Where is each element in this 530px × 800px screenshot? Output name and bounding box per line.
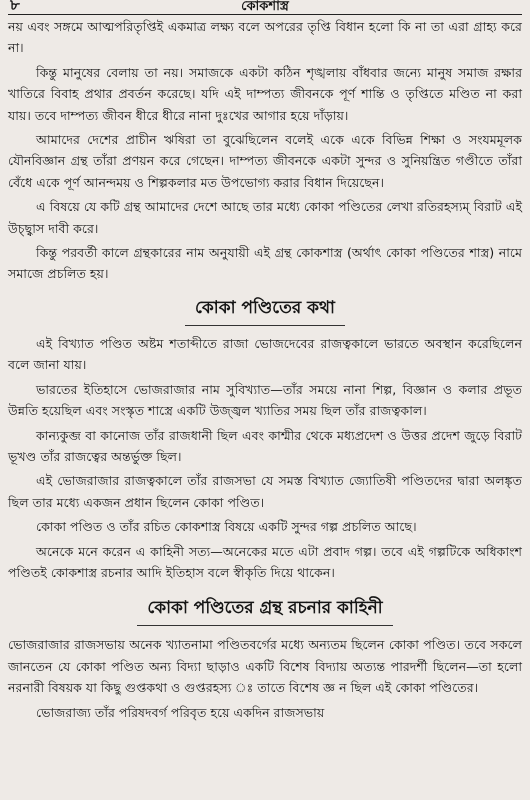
page-header xyxy=(8,0,522,16)
page-number: ৮ xyxy=(10,0,20,14)
paragraph: নয় এবং সঙ্গমে আত্মপরিতৃপ্তিই একমাত্র লক্ষ্য বলে অপরের তৃপ্তি বিধান হলো কি না তা এরা গ্রাহ্য করে না। xyxy=(8,19,522,56)
paragraph: কান্যকুব্জ বা কানোজ তাঁর রাজধানী ছিল এবং কাশ্মীর থেকে মধ্যপ্রদেশ ও উত্তর প্রদেশ জুড়ে বিরাট ভূখণ্ড তাঁর রাজত্বের অন্তর্ভুক্ত ছিল। xyxy=(8,427,522,464)
section-heading-text: কোকা পণ্ডিতের গ্রন্থ রচনার কাহিনী xyxy=(137,593,392,626)
paragraph: কোকা পণ্ডিত ও তাঁর রচিত কোকশাস্ত্র বিষয়ে একটি সুন্দর গল্প প্রচলিত আছে। xyxy=(36,519,417,535)
paragraph: আমাদের দেশের প্রাচীন ঋষিরা তা বুঝেছিলেন বলেই একে একে বিভিন্ন শিক্ষা ও সংযমমূলক যৌনবিজ্ঞান গ্রন্থ তাঁরা প্রণয়ন করে গেছেন। দাম্পত্য জীবনকে একটা সুন্দর ও সুনিয়ন্ত্রিত গণ্ডীতে তাঁরা বেঁধে একে পূর্ণ আনন্দময় ও শিল্পকলার মত উপভোগ্য করার বিধান দিয়েছেন। xyxy=(8,132,522,190)
paragraph: ভারতের ইতিহাসে ভোজরাজার নাম সুবিখ্যাত—তাঁর সময়ে নানা শিল্প, বিজ্ঞান ও কলার প্রভূত উন্নতি হয়েছিল এবং সংস্কৃত শাস্ত্রে একটি উজ্জ্বল খ্যাতির সময় ছিল তাঁর রাজত্বকাল। xyxy=(8,381,522,419)
running-head: কোকশাস্ত্র xyxy=(241,0,289,14)
section-two xyxy=(8,634,522,723)
paragraph: কিন্তু পরবর্তী কালে গ্রন্থকারের নাম অনুযায়ী এই গ্রন্থ কোকশাস্ত্র (অর্থাৎ কোকা পণ্ডিতের শাস্ত্র) নামে সমাজে প্রচলিত হয়। xyxy=(8,245,522,282)
paragraph: অনেকে মনে করেন এ কাহিনী সত্য—অনেকের মতে এটা প্রবাদ গল্প। তবে এই গল্পটিকে অধিকাংশ পণ্ডিতই কোকশাস্ত্র রচনার আদি ইতিহাস বলে স্বীকৃতি দিয়ে থাকেন। xyxy=(8,543,522,580)
section-heading-text: কোকা পণ্ডিতের কথা xyxy=(185,293,345,326)
header-rule xyxy=(8,14,522,15)
section-heading xyxy=(8,293,522,326)
paragraph: এই বিখ্যাত পণ্ডিত অষ্টম শতাব্দীতে রাজা ভোজদেবের রাজত্বকালে ভারতে অবস্থান করেছিলেন বলে জানা যায়। xyxy=(8,335,522,373)
paragraph: কিন্তু মানুষের বেলায় তা নয়। সমাজকে একটা কঠিন শৃঙ্খলায় বাঁধবার জন্যে মানুষ সমাজ রক্ষার খাতিরে বিবাহ প্রথার প্রবর্তন করেছে। যদি এই দাম্পত্য জীবনকে পূর্ণ শান্তি ও তৃপ্তিতে মণ্ডিত না করা যায়। তবে দাম্পত্য জীবন ধীরে ধীরে নানা দুঃখের আগার হয়ে দাঁড়ায়। xyxy=(8,64,522,123)
intro-section xyxy=(8,16,522,285)
section-one xyxy=(8,333,522,583)
paragraph: ভোজরাজার রাজসভায় অনেক খ্যাতনামা পণ্ডিতবর্গের মধ্যে অন্যতম ছিলেন কোকা পণ্ডিত। তবে সকলে জানতেন যে কোকা পণ্ডিত অন্য বিদ্যা ছাড়াও একটি বিশেষ বিদ্যায় অত্যন্ত পারদর্শী ছিলেন—তা হলো নরনারী বিষয়ক যা কিছু গুপ্তকথা ও গুপ্তরহস্য ঃ তাতে বিশেষ জ্ঞ ন ছিল এই কোকা পণ্ডিতের। xyxy=(8,637,522,696)
paragraph: এ বিষয়ে যে কটি গ্রন্থ আমাদের দেশে আছে তার মধ্যে কোকা পণ্ডিতের লেখা রতিরহস্যম্ বিরাট এই উচ্ছ্বাস দাবী করে। xyxy=(8,199,522,236)
section-heading xyxy=(8,593,522,626)
paragraph: ভোজরাজ্য তাঁর পরিষদবর্গ পরিবৃত হয়ে একদিন রাজসভায় xyxy=(36,704,325,720)
paragraph: এই ভোজরাজার রাজত্বকালে তাঁর রাজসভা যে সমস্ত বিখ্যাত জ্যোতিষী পণ্ডিতদের দ্বারা অলঙ্কৃত ছিল তার মধ্যে একজন প্রধান ছিলেন কোকা পণ্ডিত। xyxy=(8,473,522,510)
